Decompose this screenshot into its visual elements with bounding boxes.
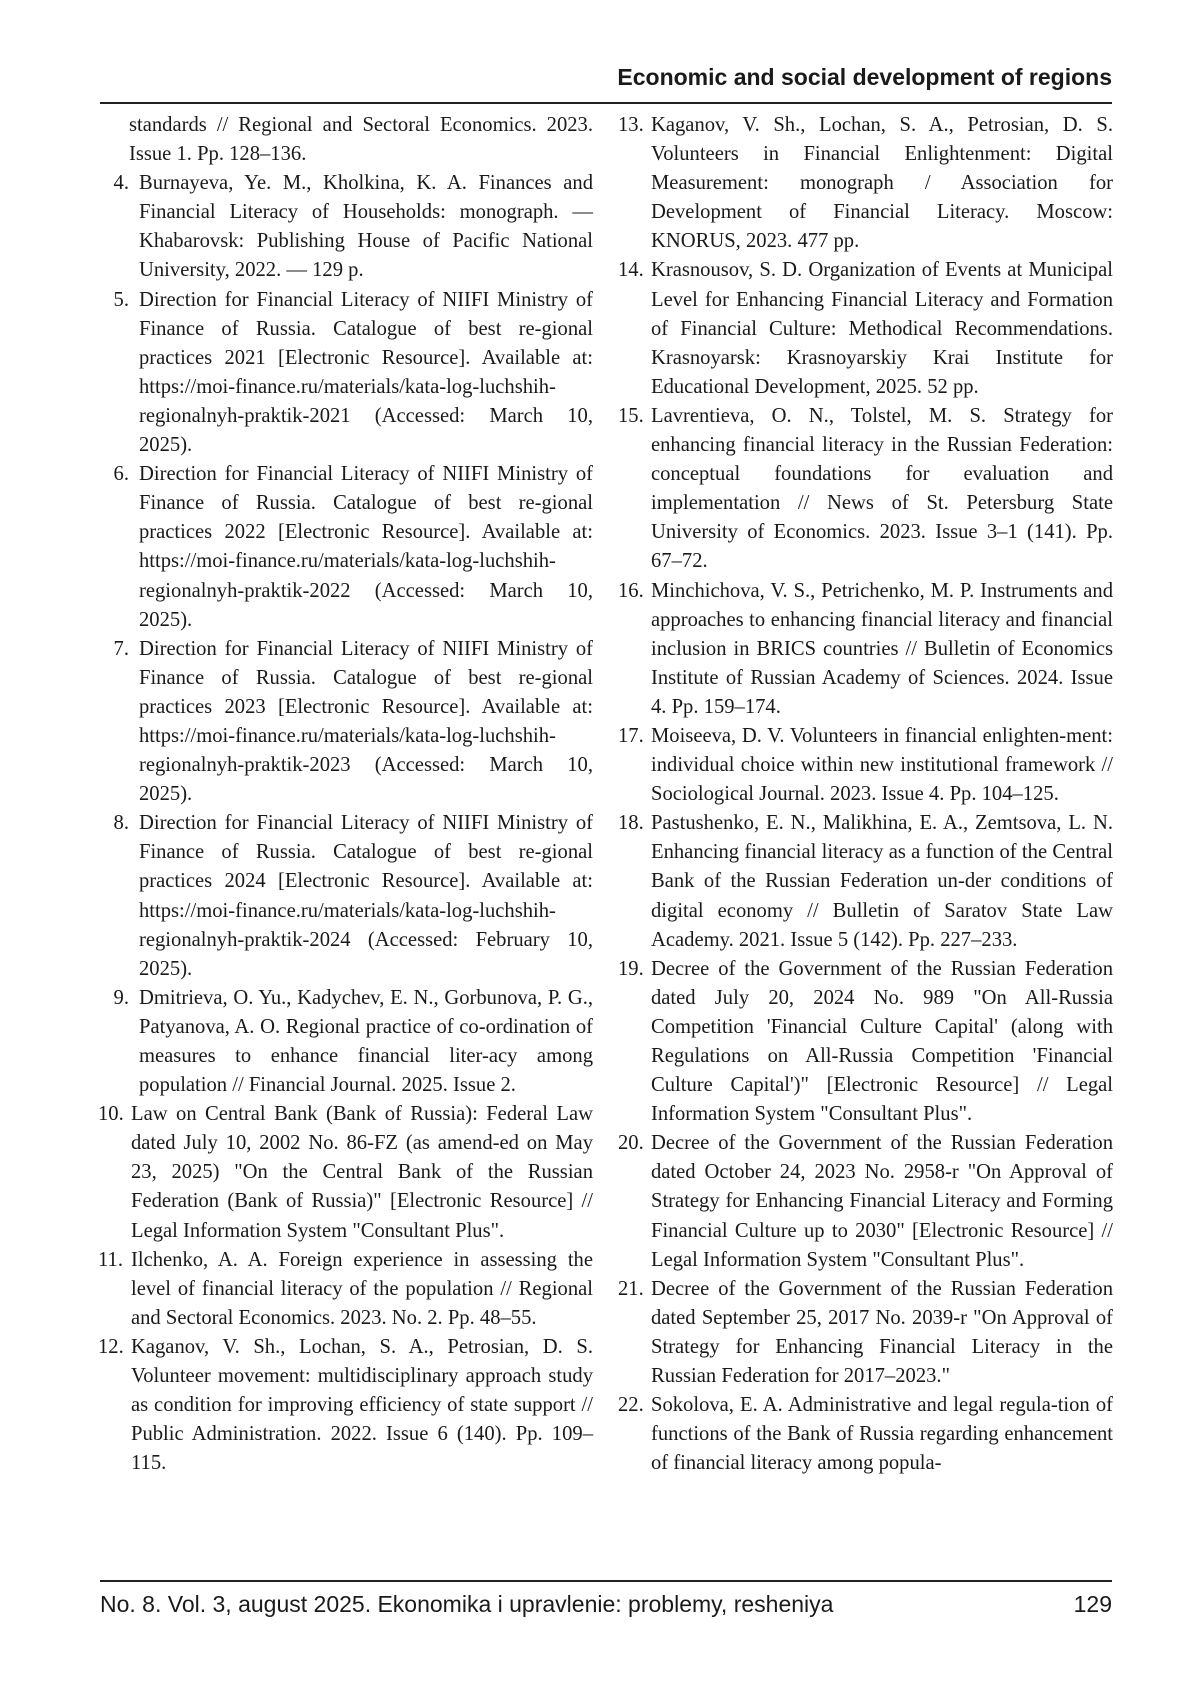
reference-text: Law on Central Bank (Bank of Russia): Federal Law dated July 10, 2002 No. 86-FZ (as amend-ed on May 23, 2025) "On the Central Bank of the Russian Federation (Bank of Russia)" [Electronic Resource] // Legal Information System "Consultant Plus". [131,1103,593,1242]
reference-number: 11. [98,1248,123,1271]
reference-text: Sokolova, E. A. Administrative and legal regula-tion of functions of the Bank of Russia regarding enhancement of financial literacy among popula- [651,1394,1113,1475]
references-right-column [618,111,1113,1478]
reference-text: Ilchenko, A. A. Foreign experience in assessing the level of financial literacy of the population // Regional and Sectoral Economics. 2023. No. 2. Pp. 48–55. [131,1248,593,1329]
references-left-column [98,111,593,1478]
reference-number: 22. [618,1394,644,1417]
reference-text: Kaganov, V. Sh., Lochan, S. A., Petrosian, D. S. Volunteer movement: multidisciplinary approach study as condition for improving efficiency of state support // Public Administration. 2022. Issue 6 (140). Pp. 109–115. [131,1335,593,1475]
reference-text: Decree of the Government of the Russian Federation dated October 24, 2023 No. 2958-r "On Approval of Strategy for Enhancing Financial Literacy and Forming Financial Culture up to 2030" [Electronic Resource] // Legal Information System "Consultant Plus". [651,1132,1113,1271]
reference-item [618,256,1113,401]
reference-item [98,460,593,635]
reference-number: 6. [113,463,129,486]
reference-text: Decree of the Government of the Russian Federation dated July 20, 2024 No. 989 "On All-Russia Competition 'Financial Culture Capital' (along with Regulations on All-Russia Competition 'Financial Culture Capital')" [Electronic Resource] // Legal Information System "Consultant Plus". [651,957,1113,1126]
reference-item [98,1100,593,1245]
reference-number: 14. [618,259,644,282]
running-header: Economic and social development of regions [617,64,1112,90]
reference-item [98,809,593,984]
reference-item [618,1391,1113,1478]
reference-item [98,286,593,461]
reference-text: Krasnousov, S. D. Organization of Events at Municipal Level for Enhancing Financial Literacy and Formation of Financial Culture: Methodical Recommendations. Krasnoyarsk: Krasnoyarskiy Krai Institute for Educational Development, 2025. 52 pp. [651,259,1113,398]
reference-item [618,111,1113,256]
reference-text: Minchichova, V. S., Petrichenko, M. P. Instruments and approaches to enhancing financial literacy and financial inclusion in BRICS countries // Bulletin of Economics Institute of Russian Academy of Sciences. 2024. Issue 4. Pp. 159–174. [651,579,1113,718]
reference-text: Decree of the Government of the Russian Federation dated September 25, 2017 No. 2039-r "On Approval of Strategy for Enhancing Financial Literacy in the Russian Federation for 2017–2023." [651,1277,1113,1388]
journal-citation: No. 8. Vol. 3, august 2025. Ekonomika i upravlenie: problemy, resheniya [100,1591,834,1617]
reference-number: 7. [113,637,129,660]
reference-item [618,1275,1113,1391]
reference-item [618,722,1113,809]
reference-item [618,809,1113,954]
reference-text: Moiseeva, D. V. Volunteers in financial enlighten-ment: individual choice within new institutional framework // Sociological Journal. 2023. Issue 4. Pp. 104–125. [651,724,1113,806]
header-rule [100,102,1112,104]
reference-item [618,1129,1113,1274]
reference-text: Direction for Financial Literacy of NIIFI Ministry of Finance of Russia. Catalogue of best re-gional practices 2023 [Electronic Resource]. Available at: https://moi-finance.ru/materials/kata-log-luchshih-regionalnyh-praktik-2023 (Accessed: March 10, 2025). [139,637,593,806]
reference-item [98,635,593,810]
reference-number: 21. [618,1277,644,1300]
reference-text: Lavrentieva, O. N., Tolstel, M. S. Strategy for enhancing financial literacy in the Russian Federation: conceptual foundations for evaluation and implementation // News of St. Petersburg State University of Economics. 2023. Issue 3–1 (141). Pp. 67–72. [651,404,1113,573]
reference-number: 4. [113,172,129,195]
reference-number: 18. [618,812,644,835]
reference-item [618,577,1113,722]
reference-item [98,984,593,1100]
reference-text: Kaganov, V. Sh., Lochan, S. A., Petrosian, D. S. Volunteers in Financial Enlightenment: Digital Measurement: monograph / Association for Development of Financial Literacy. Moscow: KNORUS, 2023. 477 pp. [651,114,1113,253]
reference-text: Direction for Financial Literacy of NIIFI Ministry of Finance of Russia. Catalogue of best re-gional practices 2022 [Electronic Resource]. Available at: https://moi-finance.ru/materials/kata-log-luchshih-regionalnyh-praktik-2022 (Accessed: March 10, 2025). [139,463,593,631]
reference-item [98,169,593,285]
reference-text: Dmitrieva, O. Yu., Kadychev, E. N., Gorbunova, P. G., Patyanova, A. O. Regional practice of co-ordination of measures to enhance financial liter-acy among population // Financial Journal. 2025. Issue 2. [139,986,593,1097]
reference-number: 16. [618,579,644,602]
reference-text: standards // Regional and Sectoral Economics. 2023. Issue 1. Pp. 128–136. [129,114,593,166]
reference-number: 17. [618,724,644,747]
reference-text: Direction for Financial Literacy of NIIFI Ministry of Finance of Russia. Catalogue of best re-gional practices 2024 [Electronic Resource]. Available at: https://moi-finance.ru/materials/kata-log-luchshih-regionalnyh-praktik-2024 (Accessed: February 10, 2025). [139,812,593,980]
reference-number: 9. [113,986,129,1009]
page-number: 129 [1073,1591,1112,1617]
footer-rule [100,1580,1112,1582]
reference-text: Burnayeva, Ye. M., Kholkina, K. A. Finances and Financial Literacy of Households: monograph. — Khabarovsk: Publishing House of Pacific National University, 2022. — 129 p. [139,172,593,282]
reference-item [98,111,593,169]
reference-item [618,955,1113,1130]
reference-number: 5. [113,288,129,311]
reference-number: 19. [618,957,644,980]
reference-text: Pastushenko, E. N., Malikhina, E. A., Zemtsova, L. N. Enhancing financial literacy as a function of the Central Bank of the Russian Federation un-der conditions of digital economy // Bulletin of Saratov State Law Academy. 2021. Issue 5 (142). Pp. 227–233. [651,812,1113,951]
reference-number: 12. [98,1335,124,1358]
reference-text: Direction for Financial Literacy of NIIFI Ministry of Finance of Russia. Catalogue of best re-gional practices 2021 [Electronic Resource]. Available at: https://moi-finance.ru/materials/kata-log-luchshih-regionalnyh-praktik-2021 (Accessed: March 10, 2025). [139,288,593,457]
reference-item [98,1246,593,1333]
reference-number: 20. [618,1132,644,1155]
reference-number: 13. [618,114,644,136]
reference-item [98,1333,593,1478]
reference-number: 8. [113,812,129,835]
reference-item [618,402,1113,577]
reference-number: 10. [98,1103,124,1126]
reference-number: 15. [618,404,644,427]
